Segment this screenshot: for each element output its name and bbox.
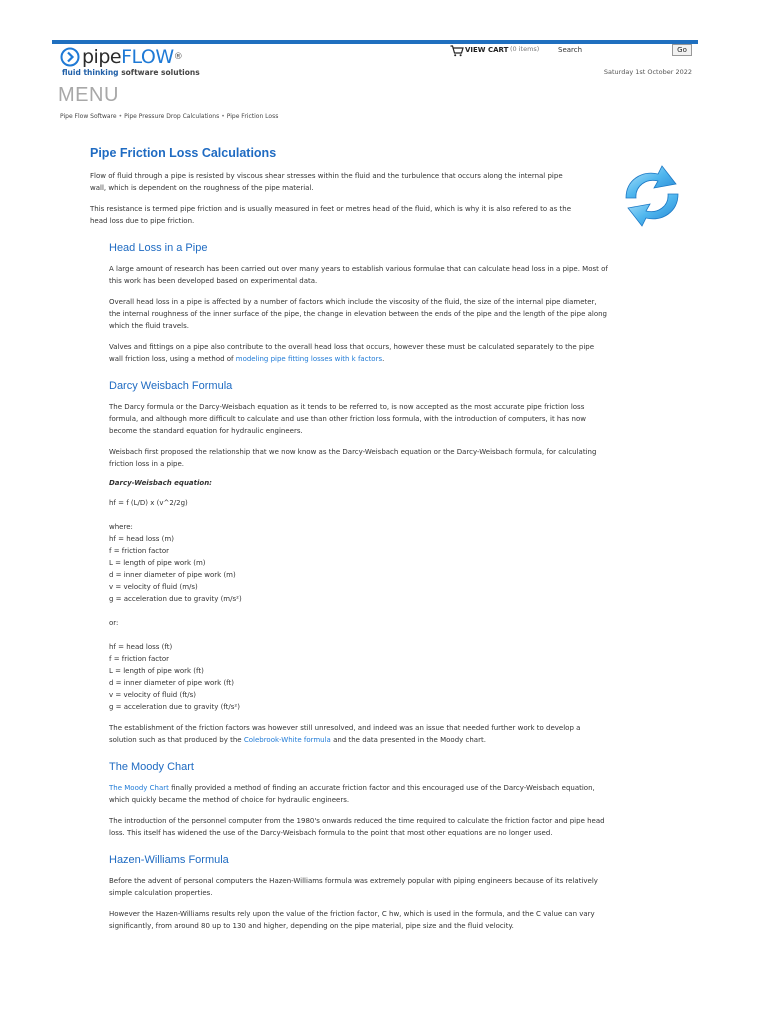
variable-line: d = inner diameter of pipe work (ft) [109,679,234,687]
logo-wordmark [82,46,182,68]
variable-line: f = friction factor [109,655,170,663]
colebrook-white-link[interactable]: Colebrook-White formula [243,736,331,744]
main-content [90,145,610,941]
spacer [109,509,610,521]
variable-line: L = length of pipe work (m) [109,559,206,567]
where-label: where: [109,523,133,531]
paragraph: Weisbach first proposed the relationship that we now know as the Darcy-Weisbach equation or the Darcy-Weisbach formula, for calculating friction loss in a pipe. [109,448,597,468]
or-label: or: [109,619,119,627]
logo-prefix: pipe [82,46,122,68]
pipeflow-logo-icon [60,47,80,67]
logo-suffix: FLOW [121,46,174,68]
variable-line: L = length of pipe work (ft) [109,667,204,675]
logo-tagline [62,68,200,77]
refresh-arrows-icon [616,162,688,230]
search-label: Search [558,46,583,54]
variable-line: v = velocity of fluid (ft/s) [109,691,197,699]
section-heading: The Moody Chart [109,761,194,773]
paragraph: Before the advent of personal computers the Hazen-Williams formula was extremely popular with piping engineers because of its relatively simple calculation properties. [109,877,598,897]
logo-tagline-grey: software solutions [121,68,200,77]
paragraph [109,722,610,746]
menu-button[interactable]: MENU [58,84,119,106]
variable-line: f = friction factor [109,547,170,555]
breadcrumb-item[interactable]: Pipe Flow Software [60,113,117,120]
variable-line: g = acceleration due to gravity (m/s²) [109,595,242,603]
breadcrumb-separator: • [221,113,225,120]
paragraph-text: and the data presented in the Moody chart. [330,736,486,744]
section-heading: Head Loss in a Pipe [109,242,208,254]
cart-count: (0 items) [510,45,540,53]
paragraph: Overall head loss in a pipe is affected by a number of factors which include the viscosity of the fluid, the size of the internal pipe diameter, the internal roughness of the inner surface of the pipe, the change in elevation between the ends of the pipe and the length of the pipe along which the fluid travels. [109,298,607,330]
paragraph-text: Valves and fittings on a pipe also contribute to the overall head loss that occurs, however these must be calculated separately to the pipe wall friction loss, using a method of [109,343,595,363]
paragraph: The introduction of the personnel computer from the 1980's onwards reduced the time required to calculate the friction factor and pipe head loss. This itself has widened the use of the Darcy-Weisbach formula to the point that most other equations are no longer used. [109,817,605,837]
variable-line: hf = head loss (ft) [109,643,173,651]
breadcrumb-item[interactable]: Pipe Pressure Drop Calculations [124,113,220,120]
paragraph: A large amount of research has been carried out over many years to establish various formulae that can calculate head loss in a pipe. Most of this work has been developed based on experimental data. [109,265,608,285]
cart-icon[interactable] [450,45,464,57]
page-title: Pipe Friction Loss Calculations [90,146,277,160]
paragraph [109,341,610,365]
moody-chart-link[interactable]: The Moody Chart [109,784,169,792]
variable-line: hf = head loss (m) [109,535,174,543]
variable-line: d = inner diameter of pipe work (m) [109,571,236,579]
hazen-section [109,853,610,932]
equation-title: Darcy-Weisbach equation: [109,479,212,487]
moody-section [109,760,610,839]
paragraph-text: . [382,355,385,363]
variable-line: g = acceleration due to gravity (ft/s²) [109,703,240,711]
paragraph [109,782,610,806]
paragraph-text: finally provided a method of finding an accurate friction factor and this encouraged use of the Darcy-Weisbach equation, which quickly became the method of choice for hydraulic engineers. [109,784,595,804]
breadcrumb [60,113,278,120]
darcy-section [109,379,610,746]
spacer [109,605,610,617]
equation-line: hf = f (L/D) x (v^2/2g) [109,499,188,507]
spacer [109,629,610,641]
intro-paragraph: This resistance is termed pipe friction and is usually measured in feet or metres head of the fluid, which is why it is also refered to as the head loss due to pipe friction. [90,205,572,225]
intro-paragraph: Flow of fluid through a pipe is resisted by viscous shear stresses within the fluid and the turbulence that occurs along the internal pipe wall, which is dependent on the roughness of the pipe material. [90,172,563,192]
paragraph: However the Hazen-Williams results rely upon the value of the friction factor, C hw, which is used in the formula, and the C value can vary significantly, from around 80 up to 130 and higher, depending on the pipe material, pipe size and the fluid velocity. [109,910,595,930]
logo-reg: ® [173,52,183,62]
view-cart-link[interactable]: VIEW CART [465,46,509,54]
section-heading: Darcy Weisbach Formula [109,380,233,392]
paragraph-text: The establishment of the friction factors was however still unresolved, and indeed was an issue that needed further work to develop a solution such as that produced by the [109,724,581,744]
equation-block [109,497,610,713]
breadcrumb-item-current: Pipe Friction Loss [226,113,279,120]
head-loss-section [109,241,610,365]
search-input[interactable] [582,44,666,54]
current-date: Saturday 1st October 2022 [603,68,692,76]
paragraph: The Darcy formula or the Darcy-Weisbach equation as it tends to be referred to, is now accepted as the most accurate pipe friction loss formula, and although more difficult to calculate and use than other friction loss formula, with the introduction of computers, it has now become the standard equation for hydraulic engineers. [109,403,586,435]
logo-tagline-blue: fluid thinking [62,68,119,77]
section-heading: Hazen-Williams Formula [109,854,229,866]
breadcrumb-separator: • [118,113,123,120]
pipeflow-logo[interactable] [60,46,230,78]
k-factors-link[interactable]: modeling pipe fitting losses with k factors [235,355,383,363]
variable-line: v = velocity of fluid (m/s) [109,583,198,591]
search-go-button[interactable]: Go [672,44,692,56]
